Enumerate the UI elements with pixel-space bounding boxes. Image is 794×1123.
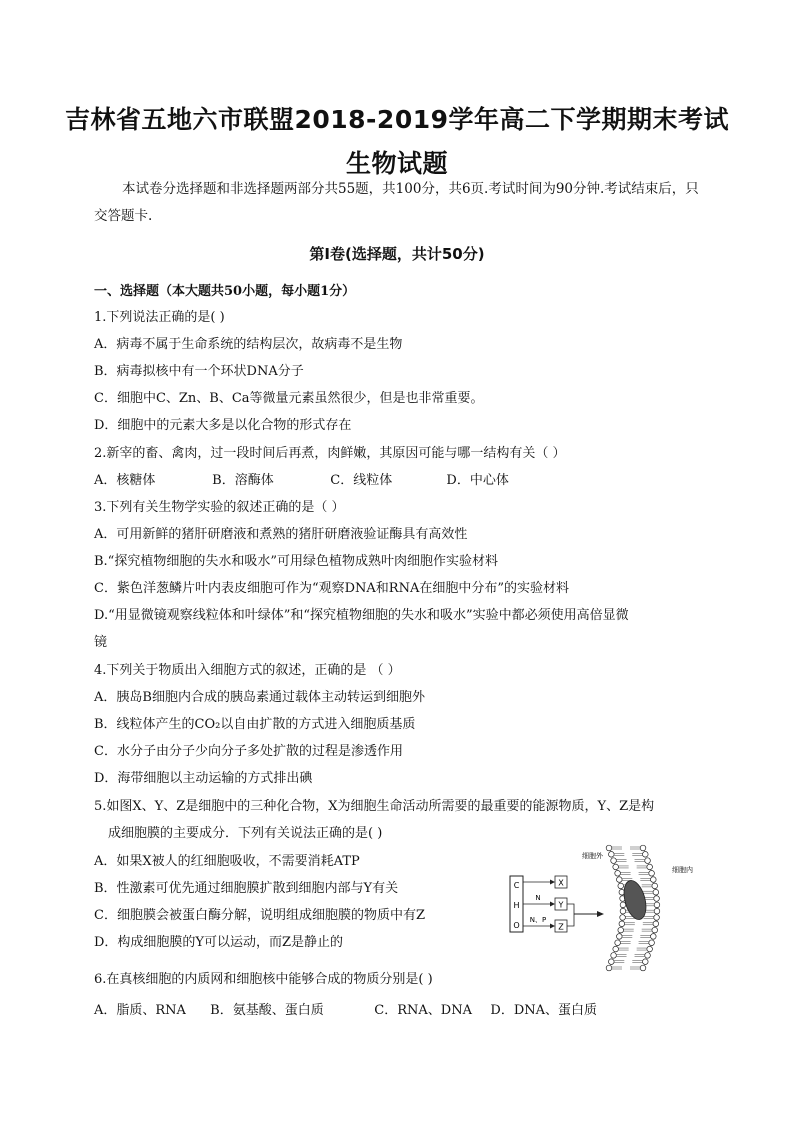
lipid-head xyxy=(653,889,659,895)
q6-option-d: D．DNA、蛋白质 xyxy=(490,1003,598,1018)
q5-stem-continued: 成细胞膜的主要成分．下列有关说法正确的是( ) xyxy=(108,826,383,841)
lipid-head xyxy=(649,940,655,946)
lipid-head xyxy=(652,883,658,889)
label-inside: 细胞内 xyxy=(672,866,693,874)
q2-option-c: C．线粒体 xyxy=(330,473,393,488)
lipid-head xyxy=(619,921,625,927)
lipid-head xyxy=(618,927,624,933)
lipid-head xyxy=(654,896,660,902)
q2-option-a: A．核糖体 xyxy=(94,473,156,488)
q2-option-d: D．中心体 xyxy=(446,473,509,488)
lipid-head xyxy=(640,845,646,851)
label-n: N xyxy=(535,894,541,902)
lipid-head xyxy=(645,953,651,959)
lipid-head xyxy=(649,870,655,876)
lipid-head xyxy=(647,864,653,870)
lipid-head xyxy=(620,915,626,921)
lipid-head xyxy=(617,934,623,940)
q4-option-b: B．线粒体产生的CO₂以自由扩散的方式进入细胞质基质 xyxy=(94,717,416,732)
q5-option-c: C．细胞膜会被蛋白酶分解，说明组成细胞膜的物质中有Z xyxy=(94,908,425,923)
q3-option-c: C．紫色洋葱鳞片叶内表皮细胞可作为“观察DNA和RNA在细胞中分布”的实验材料 xyxy=(94,581,569,596)
q4-option-d: D．海带细胞以主动运输的方式排出碘 xyxy=(94,771,313,786)
q1-option-a: A．病毒不属于生命系统的结构层次，故病毒不是生物 xyxy=(94,337,403,352)
lipid-head xyxy=(611,858,617,864)
part-heading: 一、选择题（本大题共50小题，每小题1分） xyxy=(94,284,356,299)
label-outside: 细胞外 xyxy=(582,852,603,860)
exam-instructions: 本试卷分选择题和非选择题两部分共55题，共100分，共6页.考试时间为90分钟.考试结束后，只交答题卡. xyxy=(94,181,699,224)
q6-stem: 6.在真核细胞的内质网和细胞核中能够合成的物质分别是( ) xyxy=(94,972,433,987)
lipid-head xyxy=(651,877,657,883)
label-z: Z xyxy=(558,922,564,932)
lipid-head xyxy=(611,953,617,959)
lipid-head xyxy=(654,902,660,908)
q6-option-b: B．氨基酸、蛋白质 xyxy=(210,1003,324,1018)
q2-options xyxy=(94,469,509,488)
q6-option-c: C．RNA、DNA xyxy=(374,1003,472,1018)
lipid-head xyxy=(647,946,653,952)
lipid-head xyxy=(606,965,612,971)
exam-title: 吉林省五地六市联盟2018-2019学年高二下学期期末考试 xyxy=(64,105,730,134)
lipid-head xyxy=(613,946,619,952)
lipid-head xyxy=(654,915,660,921)
q3-option-d: D.“用显微镜观察线粒体和叶绿体”和“探究植物细胞的失水和吸水”实验中都必须使用高倍显微 xyxy=(94,608,629,623)
label-y: Y xyxy=(558,900,564,910)
q6-options xyxy=(94,999,597,1018)
lipid-head xyxy=(606,845,612,851)
lipid-head xyxy=(653,921,659,927)
q5-stem: 5.如图X、Y、Z是细胞中的三种化合物，X为细胞生命活动所需要的最重要的能源物质，Y、Z是构 xyxy=(94,799,655,814)
q3-option-b: B.“探究植物细胞的失水和吸水”可用绿色植物成熟叶肉细胞作实验材料 xyxy=(94,554,498,569)
lipid-head xyxy=(643,959,649,965)
lipid-head xyxy=(609,959,615,965)
element-o: O xyxy=(513,921,520,930)
cell-membrane-diagram xyxy=(500,842,710,974)
q5-option-b: B．性激素可优先通过细胞膜扩散到细胞内部与Y有关 xyxy=(94,881,399,896)
lipid-head xyxy=(620,908,626,914)
lipid-head xyxy=(654,908,660,914)
lipid-head xyxy=(618,883,624,889)
q4-option-c: C．水分子由分子少向分子多处扩散的过程是渗透作用 xyxy=(94,744,403,759)
q4-option-a: A．胰岛B细胞内合成的胰岛素通过载体主动转运到细胞外 xyxy=(94,690,425,705)
lipid-head xyxy=(643,852,649,858)
q1-option-c: C．细胞中C、Zn、B、Ca等微量元素虽然很少，但是也非常重要。 xyxy=(94,391,484,406)
q1-option-b: B．病毒拟核中有一个环状DNA分子 xyxy=(94,364,304,379)
lipid-head xyxy=(652,927,658,933)
q2-stem: 2.新宰的畜、禽肉，过一段时间后再煮，肉鲜嫩，其原因可能与哪一结构有关（ ） xyxy=(94,446,566,461)
q4-stem: 4.下列关于物质出入细胞方式的叙述，正确的是 （ ） xyxy=(94,663,401,678)
lipid-head xyxy=(617,877,623,883)
q3-stem: 3.下列有关生物学实验的叙述正确的是（ ） xyxy=(94,500,345,515)
lipid-head xyxy=(651,934,657,940)
lipid-head xyxy=(620,902,626,908)
lipid-head xyxy=(645,858,651,864)
lipid-head xyxy=(615,870,621,876)
q5-option-a: A．如果X被人的红细胞吸收，不需要消耗ATP xyxy=(94,854,360,869)
element-c: C xyxy=(513,881,520,890)
element-h: H xyxy=(513,901,520,910)
lipid-head xyxy=(615,940,621,946)
q5-option-d: D．构成细胞膜的Y可以运动，而Z是静止的 xyxy=(94,935,344,950)
section-title: 第Ⅰ卷(选择题，共计50分) xyxy=(309,245,485,263)
label-x: X xyxy=(558,878,564,888)
q1-option-d: D．细胞中的元素大多是以化合物的形式存在 xyxy=(94,418,352,433)
q6-option-a: A．脂质、RNA xyxy=(94,1003,186,1018)
q1-stem: 1.下列说法正确的是( ) xyxy=(94,310,225,325)
lipid-head xyxy=(640,965,646,971)
lipid-head xyxy=(609,852,615,858)
lipid-head xyxy=(613,864,619,870)
q3-option-d-continued: 镜 xyxy=(94,635,108,650)
exam-subtitle: 生物试题 xyxy=(345,149,448,178)
q2-option-b: B．溶酶体 xyxy=(212,473,274,488)
label-np: N、P xyxy=(529,916,547,924)
q3-option-a: A．可用新鲜的猪肝研磨液和煮熟的猪肝研磨液验证酶具有高效性 xyxy=(94,527,468,542)
